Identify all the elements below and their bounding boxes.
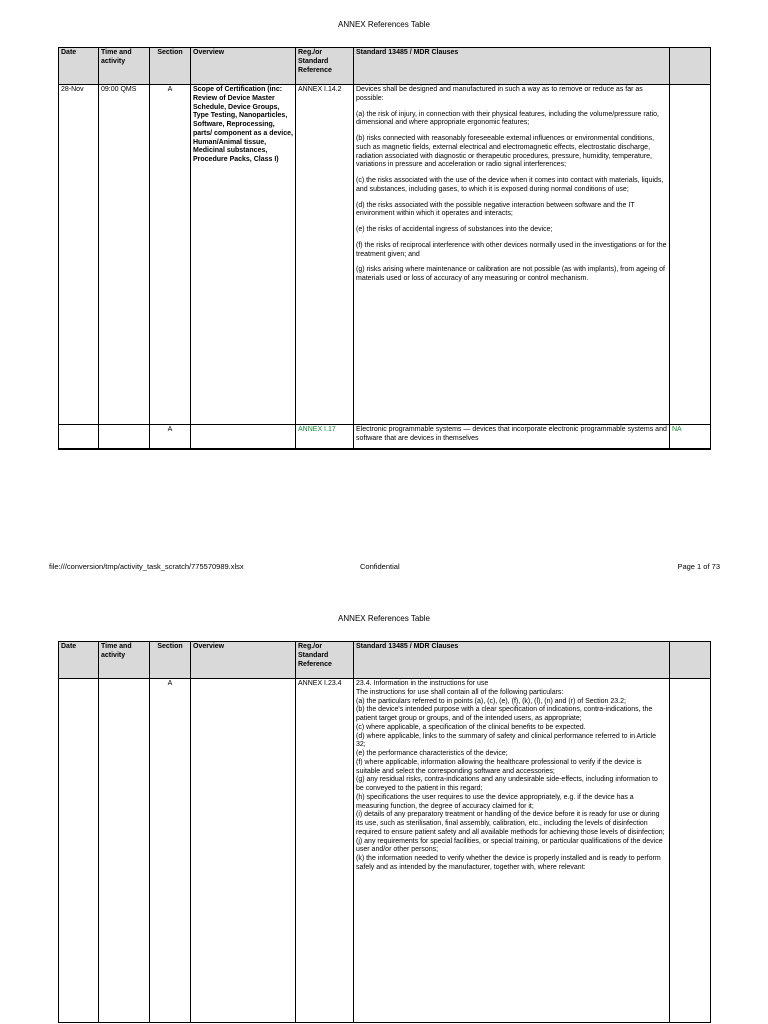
cell-clauses: Electronic programmable systems — devices that incorporate electronic programmable systems and software that are devices in themselves	[354, 425, 670, 449]
header-extra	[670, 48, 711, 85]
clause-text: (c) the risks associated with the use of the device when it comes into contact with materials, liquids, and substances, including gases, to which it is exposed during normal conditions of use;	[356, 177, 664, 193]
clause-text: (e) the risks of accidental ingress of substances into the device;	[356, 226, 553, 233]
header-overview: Overview	[191, 48, 296, 85]
clause-text: (f) where applicable, information allowing the healthcare professional to verify if the device is suitable and select the corresponding software and accessories;	[356, 758, 642, 775]
clause-text: (b) risks connected with reasonably foreseeable external influences or environmental conditions, such as magnetic fields, external electrical and electromagnetic effects, electrostatic discharge, radiation associated with diagnostic or therapeutic procedures, pressure, humidity, temperature, variations in pressure and acceleration or radio signal interferences;	[356, 135, 655, 169]
clause-text: (g) risks arising where maintenance or calibration are not possible (as with implants), from ageing of materials used or loss of accuracy of any measuring or control mechanism.	[356, 266, 665, 282]
table-header-row	[59, 642, 711, 679]
cell-overview	[191, 425, 296, 449]
clause-text: (a) the risk of injury, in connection with their physical features, including the volume/pressure ratio, dimensional and where appropriate ergonomic features;	[356, 110, 659, 127]
table-row	[59, 679, 711, 1023]
table-header-row	[59, 48, 711, 85]
cell-time	[99, 679, 150, 1023]
header-section: Section	[150, 48, 191, 85]
cell-section: A	[150, 425, 191, 449]
header-section: Section	[150, 642, 191, 679]
cell-date: 28-Nov	[59, 85, 99, 425]
cell-section: A	[150, 679, 191, 1023]
cell-reg: ANNEX I.17	[296, 425, 354, 449]
cell-date	[59, 425, 99, 449]
references-table	[58, 47, 711, 450]
cell-extra: NA	[670, 425, 711, 449]
footer-confidential: Confidential	[360, 562, 400, 571]
cell-extra	[670, 679, 711, 1023]
page-title: ANNEX References Table	[338, 20, 430, 29]
clause-text: (e) the performance characteristics of the device;	[356, 750, 508, 757]
cell-clauses	[354, 679, 670, 1023]
table-row	[59, 85, 711, 425]
cell-date	[59, 679, 99, 1023]
header-reg: Reg./or Standard Reference	[296, 642, 354, 679]
clause-text: (d) where applicable, links to the summary of safety and clinical performance referred to in Article 32;	[356, 732, 656, 749]
cell-overview: Scope of Certification (inc: Review of Device Master Schedule, Device Groups, Type Testing, Nanoparticles, Software, Reprocessing, parts/ component as a device, Human/Animal tissue, Medicinal substances, Procedure Packs, Class I)	[191, 85, 296, 425]
cell-overview	[191, 679, 296, 1023]
clause-text: (g) any residual risks, contra-indications and any undesirable side-effects, including information to be conveyed to the patient in this regard;	[356, 776, 658, 792]
cell-reg: ANNEX I.14.2	[296, 85, 354, 425]
clause-text: (k) the information needed to verify whether the device is properly installed and is ready to perform safely and as intended by the manufacturer, together with, where relevant:	[356, 855, 661, 871]
references-table	[58, 641, 711, 1023]
page-title: ANNEX References Table	[338, 614, 430, 623]
clause-text: Devices shall be designed and manufactured in such a way as to remove or reduce as far as possible:	[356, 86, 643, 102]
clause-text: (h) specifications the user requires to use the device appropriately, e.g. if the device has a measuring function, the degree of accuracy claimed for it;	[356, 793, 634, 810]
clause-text: 23.4. Information in the instructions for use	[356, 680, 489, 687]
footer-page-number: Page 1 of 73	[677, 562, 720, 571]
cell-reg: ANNEX I.23.4	[296, 679, 354, 1023]
clause-text: (c) where applicable, a specification of the clinical benefits to be expected.	[356, 723, 586, 731]
header-reg: Reg./or Standard Reference	[296, 48, 354, 85]
clause-text: (f) the risks of reciprocal interference with other devices normally used in the investigations or for the treatment given; and	[356, 241, 667, 258]
header-time: Time and activity	[99, 48, 150, 85]
cell-time	[99, 425, 150, 449]
clause-text: The instructions for use shall contain all of the following particulars:	[356, 688, 564, 696]
cell-time: 09:00 QMS	[99, 85, 150, 425]
header-time: Time and activity	[99, 642, 150, 679]
header-date: Date	[59, 48, 99, 85]
header-date: Date	[59, 642, 99, 679]
clause-text: (j) any requirements for special facilities, or special training, or particular qualifications of the device user and/or other persons;	[356, 837, 663, 854]
cell-section: A	[150, 85, 191, 425]
header-overview: Overview	[191, 642, 296, 679]
clause-text: (d) the risks associated with the possible negative interaction between software and the IT environment within which it operates and interacts;	[356, 201, 635, 218]
clause-text: (b) the device's intended purpose with a clear specification of indications, contra-indications, the patient target group or groups, and of the intended users, as appropriate;	[356, 706, 653, 722]
header-clauses: Standard 13485 / MDR Clauses	[354, 642, 670, 679]
header-clauses: Standard 13485 / MDR Clauses	[354, 48, 670, 85]
clause-text: (i) details of any preparatory treatment or handling of the device before it is ready for use or during its use, such as sterilisation, final assembly, calibration, etc., including the levels of disinfection required to ensure patient safety and all available methods for achieving those levels of disinfection;	[356, 811, 665, 836]
cell-clauses	[354, 85, 670, 425]
clause-text: (a) the particulars referred to in points (a), (c), (e), (f), (k), (l), (n) and (r) of Section 23.2;	[356, 697, 626, 705]
footer-file-path: file:///conversion/tmp/activity_task_scratch/775570989.xlsx	[49, 562, 244, 571]
table-row	[59, 425, 711, 449]
cell-extra	[670, 85, 711, 425]
header-extra	[670, 642, 711, 679]
